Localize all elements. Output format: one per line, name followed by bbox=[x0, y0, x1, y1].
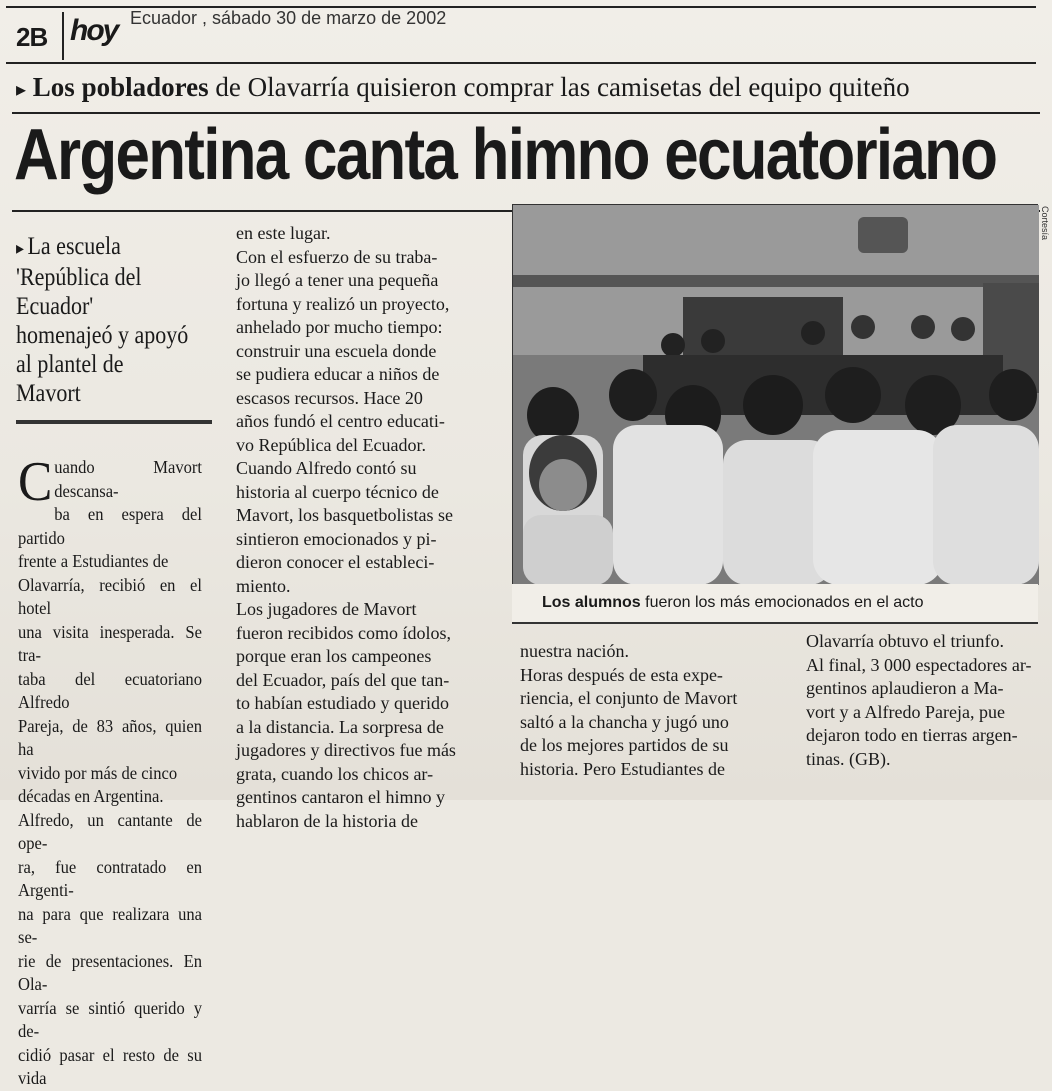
dateline: Ecuador , sábado 30 de marzo de 2002 bbox=[130, 8, 447, 28]
photo-caption bbox=[512, 584, 1038, 624]
masthead bbox=[6, 6, 1036, 64]
photo-credit: Cortesía bbox=[1040, 206, 1050, 241]
masthead-divider bbox=[62, 12, 64, 60]
triangle-bullet-icon: ▸ bbox=[16, 238, 24, 258]
triangle-bullet-icon: ▸ bbox=[16, 79, 27, 101]
page-number: 2B bbox=[16, 22, 48, 52]
article-column-4: Olavarría obtuvo el triunfo. Al final, 3 000 espectadores ar- gentinos aplaudieron a Ma- vort y a Alfredo Pareja, pue dejaron todo en tierras argen- tinas. (GB). bbox=[806, 631, 1032, 769]
article-column-1 bbox=[18, 451, 202, 1091]
column-text: uando Mavort descansa- ba en espera del partido frente a Estudiantes de Olavarría, recibió en el hotel una visita inesperada. Se tra- taba del ecuatoriano Alfredo Pareja, de 83 años, quien ha vivido por más de cinco décadas en Argentina. Alfredo, un cantante de ope- ra, fue contratado en Argenti- na para que realizara una se- rie de presentaciones. En Ola- varría se sintió querido y de- cidió pasar el resto de su vida bbox=[18, 457, 202, 1088]
newspaper-logo: hoy bbox=[70, 14, 118, 47]
headline: Argentina canta himno ecuatoriano bbox=[14, 115, 997, 195]
article-column-2: en este lugar. Con el esfuerzo de su traba- jo llegó a tener una pequeña fortuna y realizó un proyecto, anhelado por mucho tiempo: construir una escuela donde se pudiera educar a niños de escasos recursos. Hace 20 años fundó el centro educati- vo República del Ecuador. Cuando Alfredo contó su historia al cuerpo técnico de Mavort, los basquetbolistas se sintieron emocionados y pi- dieron conocer el estableci- miento. Los jugadores de Mavort fueron recibidos como ídolos, porque eran los campeones del Ecuador, país del que tan- to habían estudiado y querido a la distancia. La sorpresa de jugadores y directivos fue más grata, cuando los chicos ar- gentinos cantaron el himno y hablaron de la historia de bbox=[236, 223, 456, 831]
divider-rule bbox=[16, 420, 212, 424]
kicker-text: de Olavarría quisieron comprar las camisetas del equipo quiteño bbox=[208, 72, 910, 102]
kicker-lead: Los pobladores bbox=[32, 72, 209, 102]
deck-text: La escuela 'República del Ecuador' homenajeó y apoyó al plantel de Mavort bbox=[16, 233, 189, 407]
article-column-3: nuestra nación. Horas después de esta expe- riencia, el conjunto de Mavort saltó a la chancha y jugó uno de los mejores partidos de su historia. Pero Estudiantes de bbox=[520, 641, 738, 779]
drop-cap: C bbox=[18, 451, 53, 513]
classroom-crowd-image bbox=[513, 205, 1039, 585]
deck-subheadline bbox=[16, 232, 192, 408]
caption-lead: Los alumnos bbox=[542, 594, 641, 611]
caption-text: fueron los más emocionados en el acto bbox=[640, 594, 924, 611]
news-photo bbox=[512, 204, 1038, 584]
kicker-line bbox=[16, 72, 910, 103]
